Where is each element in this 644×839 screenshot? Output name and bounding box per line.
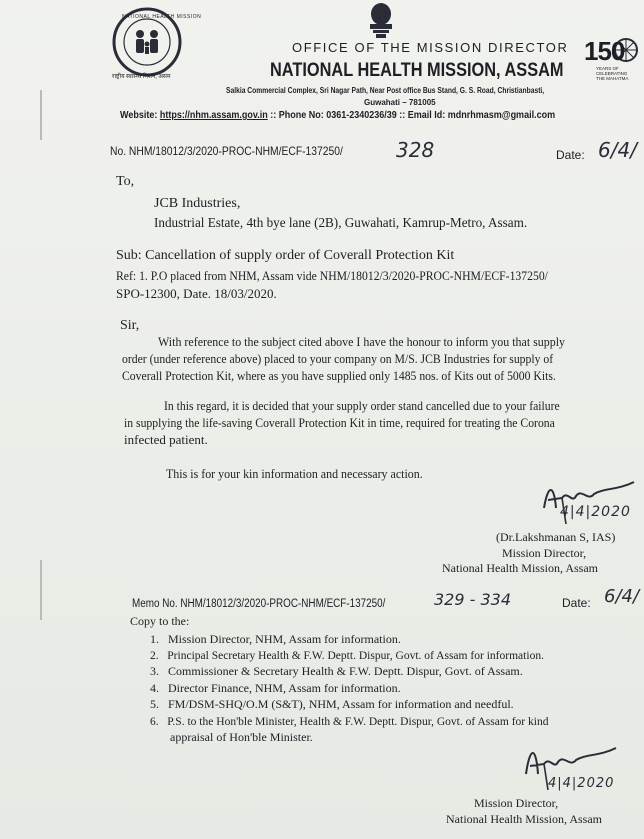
website-label: Website:	[120, 110, 160, 121]
signatory-title: Mission Director,	[502, 546, 587, 560]
copy-list-item: 1. Mission Director, NHM, Assam for information.	[150, 632, 401, 646]
to-label: To,	[116, 174, 135, 189]
memo-signatory-org: National Health Mission, Assam	[446, 812, 602, 826]
address-line-1: Salkia Commercial Complex, Sri Nagar Path, Near Post office Bus Stand, G. S. Road, Christianbasti,	[226, 86, 545, 95]
memo-number-handwritten: 329 - 334	[434, 590, 512, 609]
date-handwritten: 6/4/	[598, 138, 637, 162]
signature-date: 4|4|2020	[560, 504, 631, 520]
copy-list-item: 3. Commissioner & Secretary Health & F.W. Deptt. Dispur, Govt. of Assam.	[150, 664, 523, 678]
memo-number: Memo No. NHM/18012/3/2020-PROC-NHM/ECF-137250/	[132, 598, 386, 610]
para3: This is for your kin information and necessary action.	[166, 466, 423, 481]
copy-list-item: 6. P.S. to the Hon'ble Minister, Health & F.W. Deptt. Dispur, Govt. of Assam for kind	[150, 714, 549, 728]
badge-number: 150	[584, 36, 625, 66]
addressee-name: JCB Industries,	[154, 196, 241, 211]
para1-line1: With reference to the subject cited above I have the honour to inform you that supply	[158, 334, 566, 349]
copy-list-item: 5. FM/DSM-SHQ/O.M (S&T), NHM, Assam for information and needful.	[150, 697, 514, 711]
para2-line2: in supplying the life-saving Coverall Protection Kit in time, required for treating the Corona	[124, 415, 555, 430]
reference-line-1: Ref: 1. P.O placed from NHM, Assam vide NHM/18012/3/2020-PROC-NHM/ECF-137250/	[116, 268, 548, 283]
para2-line1: In this regard, it is decided that your supply order stand cancelled due to your failure	[164, 398, 560, 413]
reference-line-2: SPO-12300, Date. 18/03/2020.	[116, 286, 277, 301]
copy-list-item-continued: appraisal of Hon'ble Minister.	[170, 730, 313, 744]
para1-line2: order (under reference above) placed to your company on M/S. JCB Industries for supply of	[122, 351, 554, 366]
copy-to-label: Copy to the:	[130, 614, 190, 628]
salutation: Sir,	[120, 318, 140, 333]
reference-number-handwritten: 328	[396, 138, 435, 162]
memo-date-label: Date:	[562, 596, 591, 610]
punch-mark	[40, 90, 42, 140]
date-label: Date:	[556, 148, 585, 162]
copy-list-item: 2. Principal Secretary Health & F.W. Deptt. Dispur, Govt. of Assam for information.	[150, 648, 544, 662]
office-title: OFFICE OF THE MISSION DIRECTOR	[292, 40, 569, 55]
reference-number: No. NHM/18012/3/2020-PROC-NHM/ECF-137250/	[110, 144, 343, 158]
memo-signatory-title: Mission Director,	[474, 796, 559, 810]
signatory-org: National Health Mission, Assam	[442, 561, 598, 575]
badge-caption: YEARS OF CELEBRATING THE MAHATMA	[596, 66, 629, 81]
memo-signature-date: 4|4|2020	[548, 776, 615, 791]
punch-mark	[40, 560, 42, 620]
copy-list-item: 4. Director Finance, NHM, Assam for information.	[150, 681, 401, 695]
website-link[interactable]: https://nhm.assam.gov.in	[159, 110, 268, 121]
address-line-2: Guwahati – 781005	[364, 98, 436, 107]
subject-line: Sub: Cancellation of supply order of Coverall Protection Kit	[116, 248, 455, 263]
para2-line3: infected patient.	[124, 432, 208, 447]
memo-date-handwritten: 6/4/	[604, 586, 640, 607]
logo-ring-text: NATIONAL HEALTH MISSION	[122, 14, 202, 20]
contact-line	[120, 110, 555, 121]
org-title: NATIONAL HEALTH MISSION, ASSAM	[270, 60, 564, 81]
signatory-name: (Dr.Lakshmanan S, IAS)	[496, 530, 616, 544]
phone-email: :: Phone No: 0361-2340236/39 :: Email Id: mdnrhmasm@gmail.com	[267, 110, 556, 121]
logo-caption: राष्ट्रीय स्वास्थ्य मिशन, असम	[112, 74, 171, 80]
state-emblem-icon	[364, 0, 398, 40]
addressee-address: Industrial Estate, 4th bye lane (2B), Guwahati, Kamrup-Metro, Assam.	[154, 216, 528, 231]
para1-line3: Coverall Protection Kit, where as you have supplied only 1485 nos. of Kits out of 5000 Kits.	[122, 368, 556, 383]
